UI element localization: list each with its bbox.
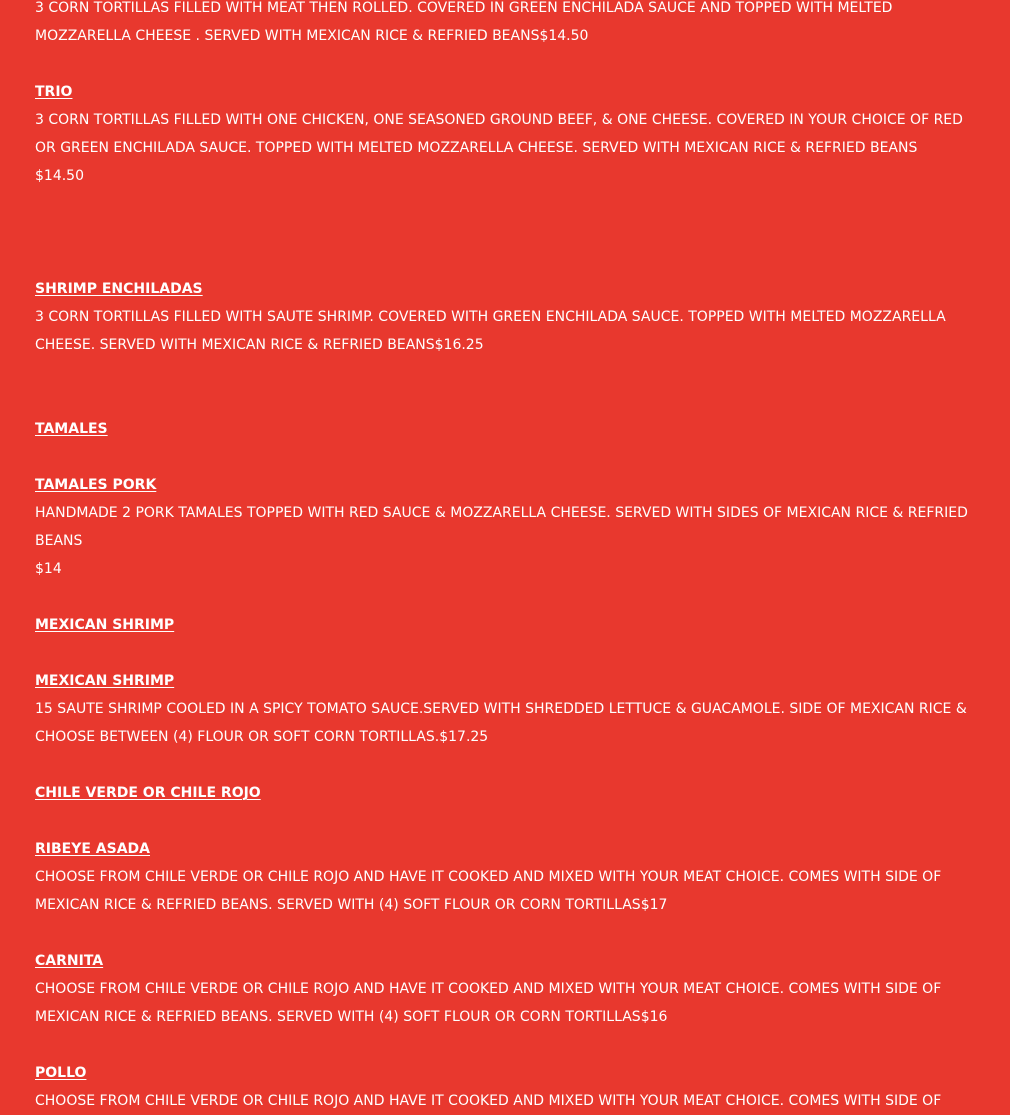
- spacer: [35, 807, 975, 835]
- menu-item-description-carnita: CHOOSE FROM CHILE VERDE OR CHILE ROJO AND HAVE IT COOKED AND MIXED WITH YOUR MEAT CHOICE. COMES WITH SIDE OF MEXICAN RICE & REFRIED BEANS. SERVED WITH (4) SOFT FLOUR OR CORN TORTILLAS$16: [35, 981, 942, 1025]
- menu-item-description-shrimp-enchiladas: 3 CORN TORTILLAS FILLED WITH SAUTE SHRIMP. COVERED WITH GREEN ENCHILADA SAUCE. TOPPED WITH MELTED MOZZARELLA CHEESE. SERVED WITH MEXICAN RICE & REFRIED BEANS$16.25: [35, 309, 946, 353]
- menu-item-title-ribeye-asada: RIBEYE ASADA: [35, 841, 151, 857]
- section-title-mexican-shrimp: MEXICAN SHRIMP: [35, 617, 175, 633]
- section-title-tamales: TAMALES: [35, 421, 108, 437]
- menu-item-price-trio: $14.50: [35, 168, 84, 184]
- spacer: [35, 443, 975, 471]
- spacer: [35, 639, 975, 667]
- spacer: [35, 387, 975, 415]
- menu-item-description-pollo: CHOOSE FROM CHILE VERDE OR CHILE ROJO AND HAVE IT COOKED AND MIXED WITH YOUR MEAT CHOICE. COMES WITH SIDE OF: [35, 1093, 942, 1109]
- section-title-chile: CHILE VERDE OR CHILE ROJO: [35, 785, 261, 801]
- menu-item-description-ribeye-asada: CHOOSE FROM CHILE VERDE OR CHILE ROJO AND HAVE IT COOKED AND MIXED WITH YOUR MEAT CHOICE. COMES WITH SIDE OF MEXICAN RICE & REFRIED BEANS. SERVED WITH (4) SOFT FLOUR OR CORN TORTILLAS$17: [35, 869, 942, 913]
- menu-item-title-carnita: CARNITA: [35, 953, 104, 969]
- menu-item-description-tamales-pork: HANDMADE 2 PORK TAMALES TOPPED WITH RED SAUCE & MOZZARELLA CHEESE. SERVED WITH SIDES OF MEXICAN RICE & REFRIED BEANS: [35, 505, 968, 549]
- spacer: [35, 751, 975, 779]
- menu-list: [35, 0, 975, 1115]
- menu-item-description-mexican-shrimp: 15 SAUTE SHRIMP COOLED IN A SPICY TOMATO SAUCE.SERVED WITH SHREDDED LETTUCE & GUACAMOLE. SIDE OF MEXICAN RICE & CHOOSE BETWEEN (4) FLOUR OR SOFT CORN TORTILLAS.$17.25: [35, 701, 967, 745]
- spacer: [35, 1031, 975, 1059]
- menu-item-title-mexican-shrimp: MEXICAN SHRIMP: [35, 673, 175, 689]
- spacer: [35, 50, 975, 78]
- menu-item-title-shrimp-enchiladas: SHRIMP ENCHILADAS: [35, 281, 203, 297]
- menu-item-title-tamales-pork: TAMALES PORK: [35, 477, 157, 493]
- enchiladas-description: 3 CORN TORTILLAS FILLED WITH MEAT THEN ROLLED. COVERED IN GREEN ENCHILADA SAUCE AND TOPPED WITH MELTED MOZZARELLA CHEESE . SERVED WITH MEXICAN RICE & REFRIED BEANS$14.50: [35, 0, 893, 44]
- spacer: [35, 190, 975, 275]
- menu-item-description-trio: 3 CORN TORTILLAS FILLED WITH ONE CHICKEN, ONE SEASONED GROUND BEEF, & ONE CHEESE. COVERED IN YOUR CHOICE OF RED OR GREEN ENCHILADA SAUCE. TOPPED WITH MELTED MOZZARELLA CHEESE. SERVED WITH MEXICAN RICE & REFRIED BEANS: [35, 112, 963, 156]
- spacer: [35, 359, 975, 387]
- menu-item-price-tamales-pork: $14: [35, 561, 62, 577]
- spacer: [35, 919, 975, 947]
- spacer: [35, 583, 975, 611]
- menu-item-title-trio: TRIO: [35, 84, 73, 100]
- menu-item-title-pollo: POLLO: [35, 1065, 87, 1081]
